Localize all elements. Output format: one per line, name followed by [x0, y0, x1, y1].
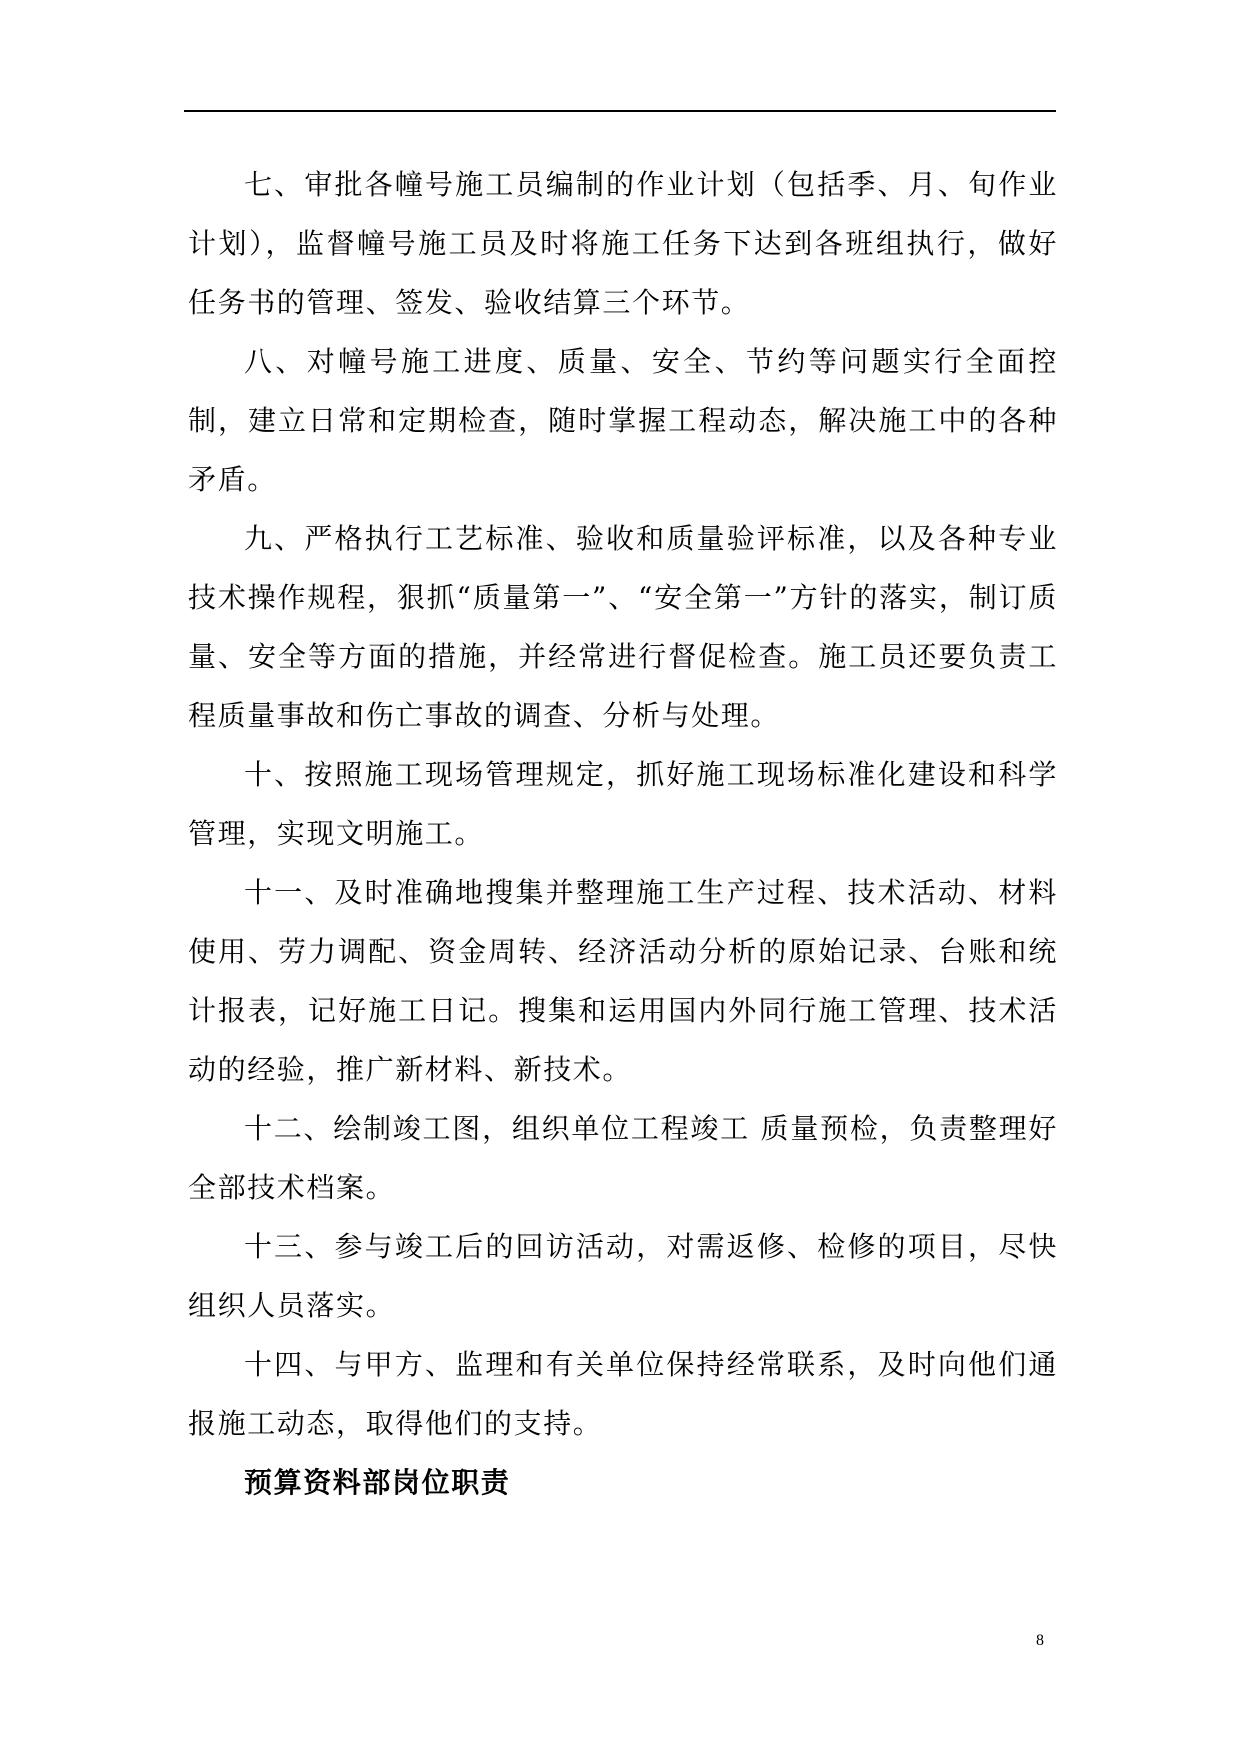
section-heading: 预算资料部岗位职责: [244, 1466, 511, 1499]
paragraph-11: 十一、及时准确地搜集并整理施工生产过程、技术活动、材料使用、劳力调配、资金周转、经济活动分析的原始记录、台账和统计报表，记好施工日记。搜集和运用国内外同行施工管理、技术活动的经验，推广新材料、新技术。: [188, 876, 1058, 1086]
paragraph-7: 七、审批各幢号施工员编制的作业计划（包括季、月、旬作业计划），监督幢号施工员及时将施工任务下达到各班组执行，做好任务书的管理、签发、验收结算三个环节。: [188, 168, 1058, 319]
page-number: 8: [1036, 1632, 1044, 1649]
paragraph-8: 八、对幢号施工进度、质量、安全、节约等问题实行全面控制，建立日常和定期检查，随时掌握工程动态，解决施工中的各种矛盾。: [188, 345, 1058, 496]
paragraph-9: 九、严格执行工艺标准、验收和质量验评标准，以及各种专业技术操作规程，狠抓“质量第一”、“安全第一”方针的落实，制订质量、安全等方面的措施，并经常进行督促检查。施工员还要负责工程质量事故和伤亡事故的调查、分析与处理。: [188, 522, 1058, 732]
paragraph-14: 十四、与甲方、监理和有关单位保持经常联系，及时向他们通报施工动态，取得他们的支持。: [188, 1348, 1058, 1440]
paragraph-12: 十二、绘制竣工图，组织单位工程竣工 质量预检，负责整理好全部技术档案。: [188, 1112, 1058, 1204]
document-body: [188, 155, 1058, 1512]
header-rule: [184, 110, 1056, 112]
paragraph-13: 十三、参与竣工后的回访活动，对需返修、检修的项目，尽快组织人员落实。: [188, 1230, 1058, 1322]
paragraph-10: 十、按照施工现场管理规定，抓好施工现场标准化建设和科学管理，实现文明施工。: [188, 758, 1058, 850]
